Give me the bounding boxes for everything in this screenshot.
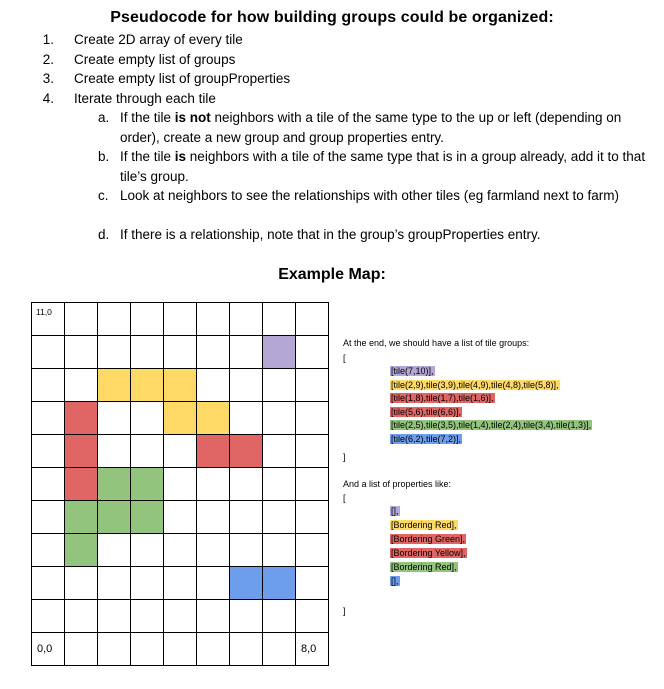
map-cell (164, 534, 197, 567)
map-cell (296, 336, 329, 369)
groups-intro: At the end, we should have a list of tile groups: (343, 338, 530, 348)
map-cell (230, 369, 263, 402)
substep-text: Look at neighbors to see the relationships with other tiles (eg farmland next to farm) (120, 188, 620, 203)
map-coordinate-label: 11,0 (36, 307, 52, 317)
group-entry: [tile(1,8),tile(1,7),tile(1,6)], (391, 393, 494, 403)
map-cell (65, 567, 98, 600)
step-text: Create empty list of groups (74, 51, 236, 67)
substep-b (98, 147, 658, 187)
map-cell (131, 600, 164, 633)
map-cell (197, 501, 230, 534)
group-entry: [tile(2,9),tile(3,9),tile(4,9),tile(4,8),tile(5,8)], (391, 379, 559, 390)
example-map-grid (31, 302, 329, 666)
map-cell (131, 303, 164, 336)
map-coordinate-label: 0,0 (37, 643, 53, 655)
close-bracket: ] (343, 606, 346, 616)
step-number: 1. (42, 32, 54, 47)
map-cell (98, 633, 131, 666)
map-cell (197, 468, 230, 501)
map-cell (131, 567, 164, 600)
group-entry: [tile(2,5),tile(3,5),tile(1,4),tile(2,4),tile(3,4),tile(1,3)], (391, 420, 592, 430)
map-cell (296, 369, 329, 402)
map-cell (65, 435, 98, 468)
map-cell (296, 468, 329, 501)
map-cell (98, 600, 131, 633)
map-cell (65, 534, 98, 567)
map-cell (197, 402, 230, 435)
map-cell (65, 600, 98, 633)
map-cell (263, 369, 296, 402)
page-title: Pseudocode for how building groups could be organized: (110, 9, 554, 26)
map-cell (164, 633, 197, 666)
map-cell (296, 633, 329, 666)
map-cell (263, 534, 296, 567)
substep-letter: a. (98, 110, 110, 125)
substep-text: If the tile is neighbors with a tile of the same type that is in a group already, add it to that tile’s group. (120, 149, 646, 184)
map-cell (296, 501, 329, 534)
map-cell (197, 435, 230, 468)
map-cell (164, 600, 197, 633)
map-cell (296, 402, 329, 435)
group-entry: [tile(6,2),tile(7,2)], (391, 433, 462, 444)
map-cell (131, 336, 164, 369)
map-cell (230, 336, 263, 369)
map-cell (296, 303, 329, 336)
group-entry: [tile(5,6),tile(6,6)], (391, 406, 462, 417)
substep-a (98, 108, 658, 148)
map-cell (32, 501, 65, 534)
map-cell (98, 468, 131, 501)
map-cell (197, 303, 230, 336)
map-cell (296, 534, 329, 567)
step-number: 2. (42, 51, 54, 67)
map-cell (164, 303, 197, 336)
map-cell (230, 402, 263, 435)
map-cell (263, 501, 296, 534)
map-cell (197, 534, 230, 567)
property-entry: [Bordering Red], (391, 520, 457, 530)
map-cell (197, 567, 230, 600)
map-cell (98, 435, 131, 468)
properties-intro: And a list of properties like: (343, 479, 452, 489)
property-entry: [], (391, 506, 399, 516)
map-cell (197, 336, 230, 369)
close-bracket: ] (343, 452, 346, 462)
substep-letter: b. (98, 149, 110, 164)
map-cell (131, 435, 164, 468)
map-cell (32, 435, 65, 468)
map-cell (230, 633, 263, 666)
map-coordinate-label: 8,0 (301, 643, 317, 655)
map-cell (32, 633, 65, 666)
map-cell (230, 303, 263, 336)
map-cell (98, 501, 131, 534)
substep-text: If the tile is not neighbors with a tile of the same type to the up or left (depending on order), create a new group and group properties entry. (120, 110, 622, 145)
map-cell (164, 369, 197, 402)
map-cell (164, 501, 197, 534)
map-cell (65, 336, 98, 369)
map-cell (197, 369, 230, 402)
map-cell (65, 303, 98, 336)
map-cell (230, 468, 263, 501)
map-cell (98, 567, 131, 600)
map-cell (263, 633, 296, 666)
map-cell (98, 534, 131, 567)
map-cell (263, 567, 296, 600)
property-entry: [Bordering Yellow], (391, 548, 466, 558)
map-cell (230, 567, 263, 600)
step-text: Create empty list of groupProperties (74, 71, 291, 86)
map-cell (131, 633, 164, 666)
property-entry: [], (391, 576, 399, 586)
step-text: Create 2D array of every tile (74, 32, 243, 47)
map-cell (98, 402, 131, 435)
map-cell (263, 303, 296, 336)
map-cell (98, 336, 131, 369)
map-cell (32, 600, 65, 633)
map-cell (131, 369, 164, 402)
map-cell (164, 402, 197, 435)
map-cell (65, 369, 98, 402)
map-cell (65, 501, 98, 534)
map-cell (65, 633, 98, 666)
substep-d (98, 225, 658, 245)
map-cell (131, 468, 164, 501)
map-cell (164, 336, 197, 369)
step-number: 3. (42, 71, 54, 86)
group-entry: [tile(7,10)], (391, 366, 434, 376)
map-cell (131, 534, 164, 567)
map-cell (164, 567, 197, 600)
property-entry: [Bordering Red], (391, 562, 457, 572)
map-cell (263, 600, 296, 633)
map-cell (197, 600, 230, 633)
map-cell (230, 501, 263, 534)
property-entry: [Bordering Green], (391, 534, 466, 544)
map-cell (164, 468, 197, 501)
map-cell (263, 435, 296, 468)
map-cell (32, 303, 65, 336)
substep-letter: c. (98, 188, 109, 203)
example-map-title: Example Map: (278, 266, 386, 283)
map-cell (32, 534, 65, 567)
substep-c (98, 186, 658, 226)
map-cell (65, 402, 98, 435)
map-cell (230, 435, 263, 468)
map-cell (32, 336, 65, 369)
map-cell (32, 468, 65, 501)
map-cell (263, 402, 296, 435)
map-cell (197, 633, 230, 666)
map-cell (263, 336, 296, 369)
substep-text: If there is a relationship, note that in the group’s groupProperties entry. (120, 227, 541, 242)
map-cell (230, 600, 263, 633)
map-cell (296, 567, 329, 600)
open-bracket: [ (343, 353, 346, 363)
map-cell (230, 534, 263, 567)
map-cell (131, 402, 164, 435)
map-cell (32, 567, 65, 600)
step-number: 4. (42, 90, 54, 106)
step-text: Iterate through each tile (74, 90, 216, 106)
map-cell (131, 501, 164, 534)
map-cell (98, 303, 131, 336)
map-cell (263, 468, 296, 501)
map-cell (32, 369, 65, 402)
open-bracket: [ (343, 493, 346, 503)
map-cell (98, 369, 131, 402)
map-cell (164, 435, 197, 468)
map-cell (296, 435, 329, 468)
map-cell (32, 402, 65, 435)
map-cell (296, 600, 329, 633)
substep-letter: d. (98, 227, 110, 242)
map-cell (65, 468, 98, 501)
